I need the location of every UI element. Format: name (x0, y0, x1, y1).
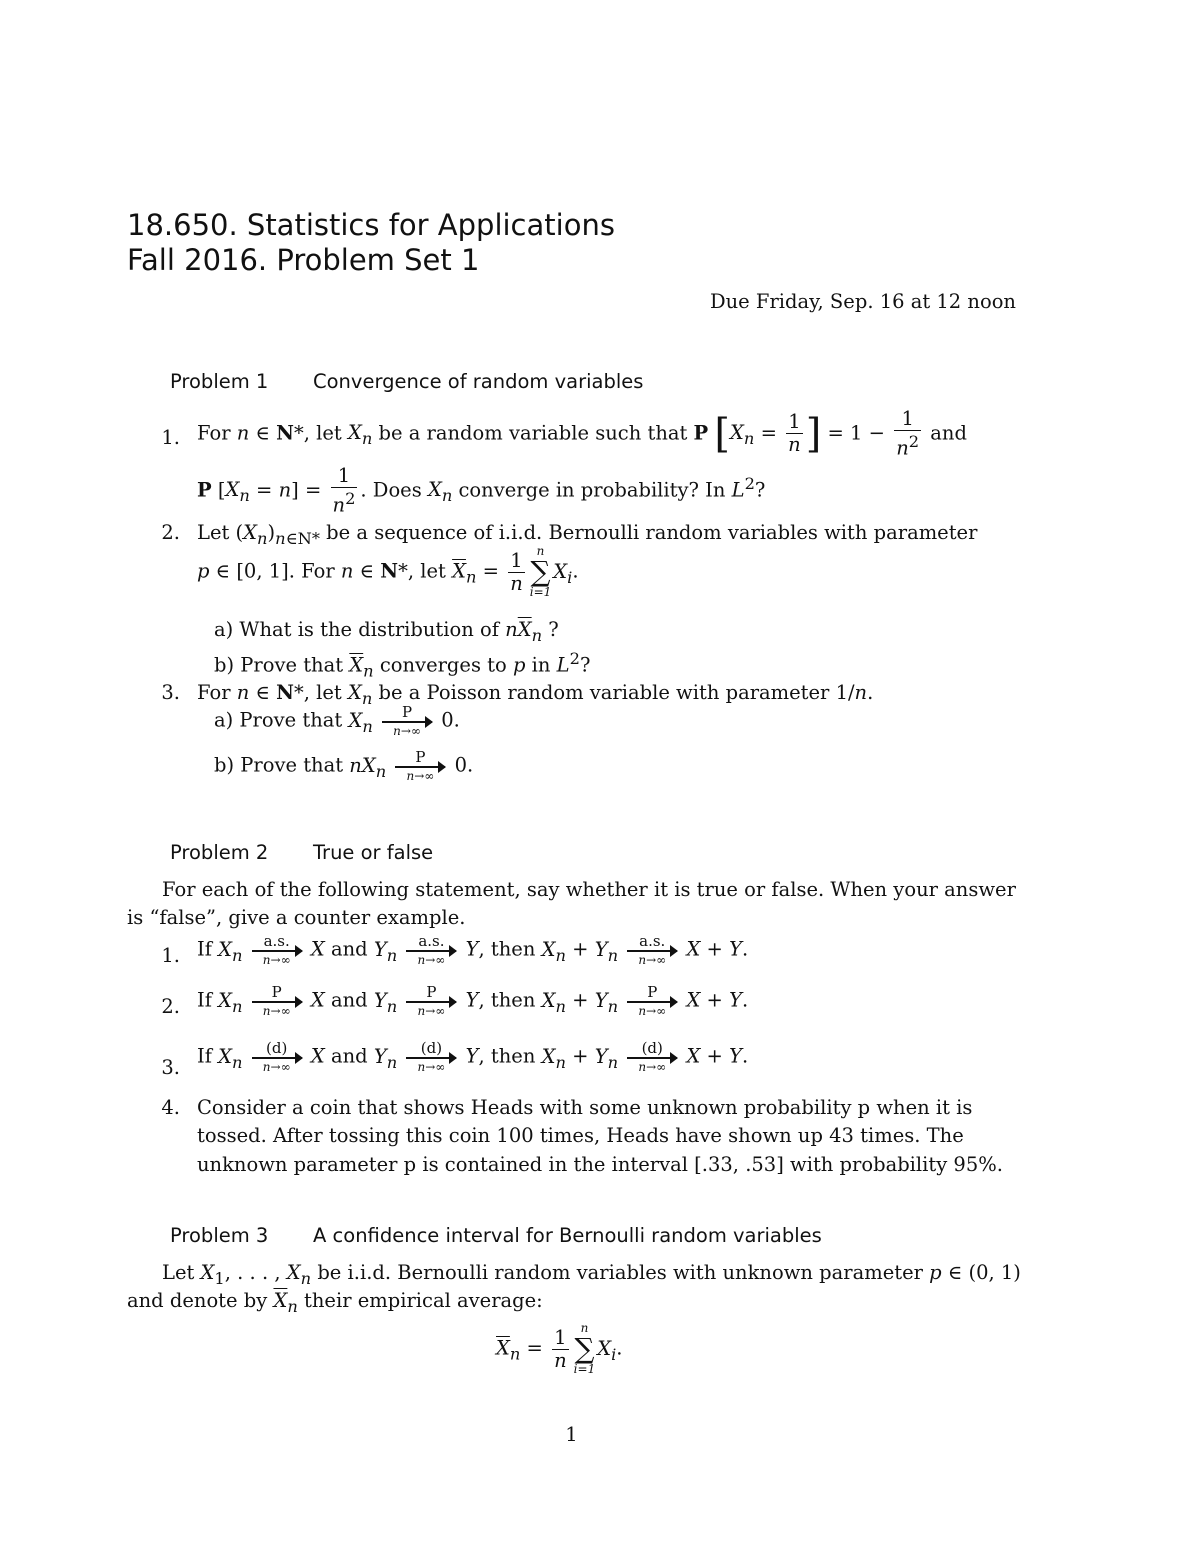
problem3-label: Problem 3 (170, 1224, 269, 1247)
problem2-item2: If $X_n$ P n→∞ X and $Y_n$ P n→∞ Y, then $X_n + Y_n$ P n→∞ X + Y. (197, 983, 749, 1018)
problem1-item2a: a) What is the distribution of $n\overline{X}_n$ ? (214, 618, 559, 645)
due-date: Due Friday, Sep. 16 at 12 noon (709, 290, 1016, 313)
problem3-title: A confidence interval for Bernoulli random variables (313, 1224, 822, 1247)
document-subtitle: Fall 2016. Problem Set 1 (127, 243, 480, 277)
problem2-item2-number: 2. (161, 995, 180, 1018)
problem1-item2-number: 2. (161, 521, 180, 544)
page-number: 1 (565, 1423, 578, 1446)
problem1-item1-line1: For n ∈ N*, let $X_n$ be a random variable such that P [$X_n$ = $\frac{1}{n}$ ] = 1 − $\frac{1}{n^2}$ and (197, 407, 967, 460)
problem2-intro-line1: For each of the following statement, say whether it is true or false. When your answer (162, 878, 1016, 901)
problem1-item3-line1: For n ∈ N*, let $X_n$ be a Poisson random variable with parameter 1/n. (197, 681, 874, 708)
problem2-item4-line3: unknown parameter p is contained in the interval [.33, .53] with probability 95%. (197, 1153, 1003, 1176)
problem2-label: Problem 2 (170, 841, 269, 864)
problem2-item3: If $X_n$ (d) n→∞ X and $Y_n$ (d) n→∞ Y, then $X_n + Y_n$ (d) n→∞ X + Y. (197, 1039, 749, 1074)
problem2-item3-number: 3. (161, 1056, 180, 1079)
problem2-intro-line2: is “false”, give a counter example. (127, 906, 466, 929)
document-title: 18.650. Statistics for Applications (127, 208, 615, 242)
problem1-label: Problem 1 (170, 370, 269, 393)
problem3-formula: $\overline{X}_n$ = $\frac{1}{n}$ n ∑ i=1 $X_i$. (496, 1321, 623, 1376)
problem1-title: Convergence of random variables (313, 370, 644, 393)
problem1-item1-line2: P $[X_n = n]$ = $\frac{1}{n^2}$ . Does $X_n$ converge in probability? In $L^2$? (197, 464, 766, 517)
problem2-item4-line2: tossed. After tossing this coin 100 times, Heads have shown up 43 times. The (197, 1124, 964, 1147)
problem3-intro-line1: Let $X_1$, . . . , $X_n$ be i.i.d. Bernoulli random variables with unknown parameter p ∈ (0, 1) (162, 1261, 1021, 1288)
problem2-item1-number: 1. (161, 944, 180, 967)
problem1-item2b: b) Prove that $\overline{X}_n$ converges to p in $L^2$? (214, 649, 591, 681)
problem1-item3b: b) Prove that $nX_n$ P n→∞ 0. (214, 748, 474, 783)
problem3-intro-line2: and denote by $\overline{X}_n$ their empirical average: (127, 1289, 543, 1316)
problem1-item2-line1: Let $(X_n)_{n\in N*}$ be a sequence of i.i.d. Bernoulli random variables with parameter (197, 521, 978, 548)
problem2-item1: If $X_n$ a.s. n→∞ X and $Y_n$ a.s. n→∞ Y, then $X_n + Y_n$ a.s. n→∞ X + Y. (197, 932, 749, 967)
problem1-item2-line2: p ∈ [0, 1]. For n ∈ N*, let $\overline{X}_n$ = $\frac{1}{n}$ n ∑ i=1 $X_i$. (197, 544, 579, 599)
problem1-item3-number: 3. (161, 681, 180, 704)
problem2-title: True or false (313, 841, 434, 864)
problem2-item4-line1: Consider a coin that shows Heads with some unknown probability p when it is (197, 1096, 973, 1119)
problem1-item1-number: 1. (161, 426, 180, 449)
problem2-item4-number: 4. (161, 1096, 180, 1119)
problem1-item3a: a) Prove that $X_n$ P n→∞ 0. (214, 703, 460, 738)
